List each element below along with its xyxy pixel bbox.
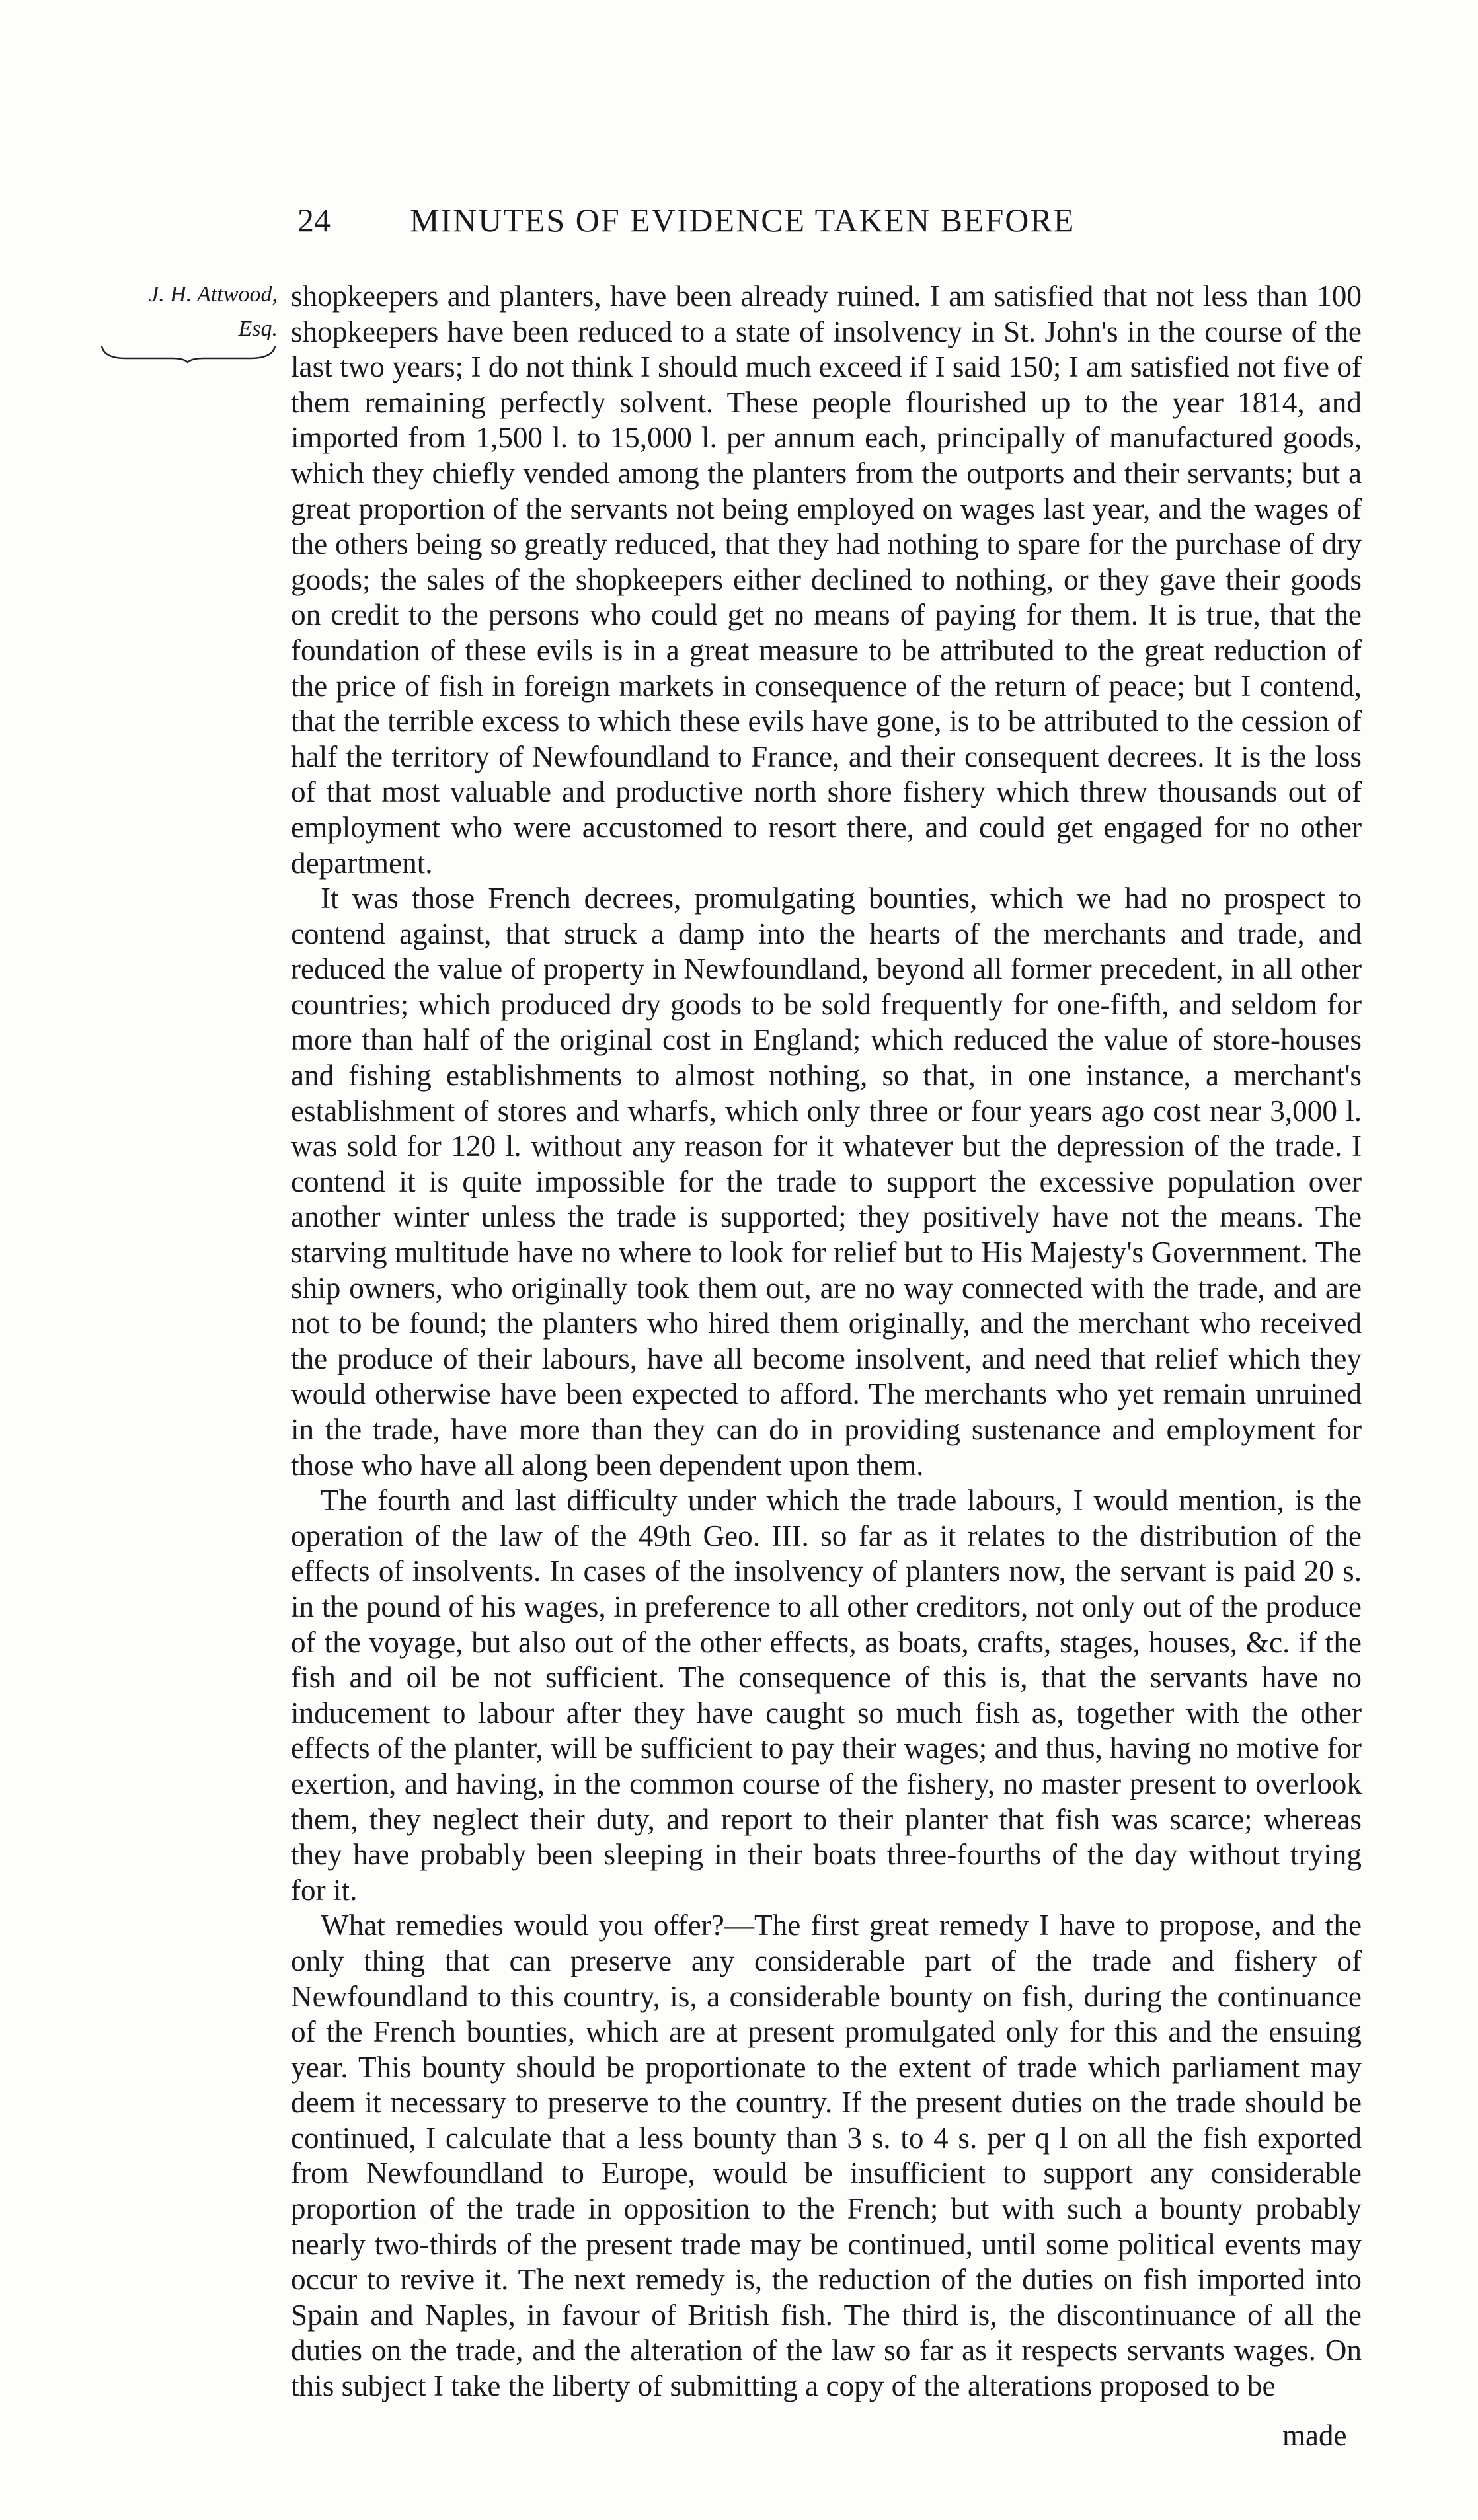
running-title: MINUTES OF EVIDENCE TAKEN BEFORE [410,202,1075,239]
paragraph-4: What remedies would you offer?—The first great remedy I have to propose, and the only thing that can preserve any considerable part of the trade and fishery of Newfoundland to this country, is, a considerable bounty on fish, during the continuance of the French bounties, which are at present promulgated only for this and the ensuing year. This bounty should be proportionate to the extent of trade which parliament may deem it necessary to preserve to the country. If the present duties on the trade should be continued, I calculate that a less bounty than 3 s. to 4 s. per q l on all the fish exported from Newfoundland to Europe, would be insufficient to support any considerable proportion of the trade in opposition to the French; but with such a bounty probably nearly two-thirds of the present trade may be continued, until some political events may occur to revive it. The next remedy is, the reduction of the duties on fish imported into Spain and Naples, in favour of British fish. The third is, the discontinuance of all the duties on the trade, and the alteration of the law so far as it respects servants wages. On this subject I take the liberty of submitting a copy of the alterations proposed to be [291,1909,1362,2403]
margin-note [99,278,278,346]
page-header [291,197,1375,243]
catchword: made [1282,2419,1347,2452]
witness-title: Esq. [238,317,278,341]
witness-name: J. H. Attwood, [149,282,278,307]
page-number: 24 [297,202,331,239]
body-text [291,279,1362,2404]
margin-bracket [99,344,278,363]
paragraph-1: shopkeepers and planters, have been already ruined. I am satisfied that not less than 100 shopkeepers have been reduced to a state of insolvency in St. John's in the course of the last two years; I do not think I should much exceed if I said 150; I am satisfied not five of them remaining perfectly solvent. These people flourished up to the year 1814, and imported from 1,500 l. to 15,000 l. per annum each, principally of manufactured goods, which they chiefly vended among the planters from the outports and their servants; but a great proportion of the servants not being employed on wages last year, and the wages of the others being so greatly reduced, that they had nothing to spare for the purchase of dry goods; the sales of the shopkeepers either declined to nothing, or they gave their goods on credit to the persons who could get no means of paying for them. It is true, that the foundation of these evils is in a great measure to be attributed to the great reduction of the price of fish in foreign markets in consequence of the return of peace; but I contend, that the terrible excess to which these evils have gone, is to be attributed to the cession of half the territory of Newfoundland to France, and their consequent decrees. It is the loss of that most valuable and productive north shore fishery which threw thousands out of employment who were accustomed to resort there, and could get engaged for no other department. [291,280,1362,880]
paragraph-2: It was those French decrees, promulgating bounties, which we had no prospect to contend against, that struck a damp into the hearts of the merchants and trade, and reduced the value of property in Newfoundland, beyond all former precedent, in all other countries; which produced dry goods to be sold frequently for one-fifth, and seldom for more than half of the original cost in England; which reduced the value of store-houses and fishing establishments to almost nothing, so that, in one instance, a merchant's establishment of stores and wharfs, which only three or four years ago cost near 3,000 l. was sold for 120 l. without any reason for it whatever but the depression of the trade. I contend it is quite impossible for the trade to support the excessive population over another winter unless the trade is supported; they positively have not the means. The starving multitude have no where to look for relief but to His Majesty's Government. The ship owners, who originally took them out, are no way connected with the trade, and are not to be found; the planters who hired them originally, and the merchant who received the produce of their labours, have all become insolvent, and need that relief which they would otherwise have been expected to afford. The merchants who yet remain unruined in the trade, have more than they can do in providing sustenance and employment for those who have all along been dependent upon them. [291,882,1362,1482]
paragraph-3: The fourth and last difficulty under which the trade labours, I would mention, is the operation of the law of the 49th Geo. III. so far as it relates to the distribution of the effects of insolvents. In cases of the insolvency of planters now, the servant is paid 20 s. in the pound of his wages, in preference to all other creditors, not only out of the produce of the voyage, but also out of the other effects, as boats, crafts, stages, houses, &c. if the fish and oil be not sufficient. The consequence of this is, that the servants have no inducement to labour after they have caught so much fish as, together with the other effects of the planter, will be sufficient to pay their wages; and thus, having no motive for exertion, and having, in the common course of the fishery, no master present to overlook them, they neglect their duty, and report to their planter that fish was scarce; whereas they have probably been sleeping in their boats three-fourths of the day without trying for it. [291,1484,1362,1907]
